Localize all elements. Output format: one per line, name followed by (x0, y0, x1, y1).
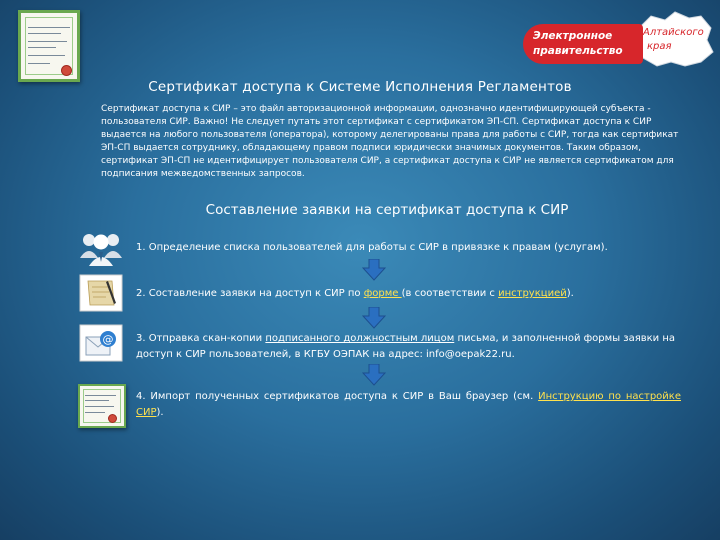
down-arrow-icon (362, 307, 386, 329)
logo-line1: Электронное (533, 30, 613, 42)
logo-badge (523, 24, 643, 64)
step-3-underlined: подписанного должностным лицом (265, 333, 455, 344)
logo-line2: правительство (533, 45, 623, 57)
down-arrow-icon (362, 259, 386, 281)
step-4-prefix: 4. Импорт полученных сертификатов доступа к СИР в Ваш браузер (см. (136, 391, 539, 402)
logo-region-line2: края (647, 41, 672, 52)
form-link[interactable]: форме (363, 288, 402, 299)
setup-instruction-link[interactable]: Инструкцию по настройке СИР (136, 391, 681, 418)
step-3-prefix: 3. Отправка скан-копии (136, 333, 266, 344)
page-title: Сертификат доступа к Системе Исполнения Регламентов (148, 79, 572, 95)
document-pen-icon (78, 273, 124, 313)
users-icon (78, 228, 124, 268)
step-4-text (136, 389, 681, 421)
step-2-middle: (в соответствии с (401, 288, 499, 299)
email-icon (78, 323, 124, 363)
instruction-link[interactable]: инструкцией (498, 288, 567, 299)
step-2-prefix: 2. Составление заявки на доступ к СИР по (136, 288, 364, 299)
svg-text:@: @ (102, 333, 114, 346)
certificate-icon (78, 384, 126, 428)
certificate-image (18, 10, 80, 82)
step-2-text (136, 286, 681, 302)
step-1-text: 1. Определение списка пользователей для работы с СИР в привязке к правам (услугам). (136, 242, 608, 253)
intro-paragraph: Сертификат доступа к СИР – это файл авторизационной информации, однозначно идентифицирующей субъекта - пользователя СИР. Важно! Не следует путать этот сертификат с сертификатом ЭП-СП. Сертификат доступа к СИР выдается на любого пользователя (оператора), которому делегированы права для работы с СИР, тогда как сертификат ЭП-СП выдается сотруднику, обладающему правом подписи юридически значимых документов. Таким образом, сертификат ЭП-СП не идентифицирует пользователя СИР, а сертификат доступа к СИР не является сертификатом для подписания межведомственных запросов. (101, 104, 679, 179)
logo-region-line1: Алтайского (643, 27, 704, 38)
step-4-suffix: ). (156, 407, 164, 418)
down-arrow-icon (362, 364, 386, 386)
e-government-logo (519, 8, 714, 72)
step-2-suffix: ). (566, 288, 574, 299)
section-title: Составление заявки на сертификат доступа к СИР (205, 202, 569, 218)
step-3-suffix: письма, и заполненной формы заявки на доступ к СИР пользователей, в КГБУ ОЭПАК на адрес: info@oepak22.ru. (136, 333, 676, 360)
altai-map-icon (631, 10, 715, 70)
step-3-text (136, 331, 681, 363)
